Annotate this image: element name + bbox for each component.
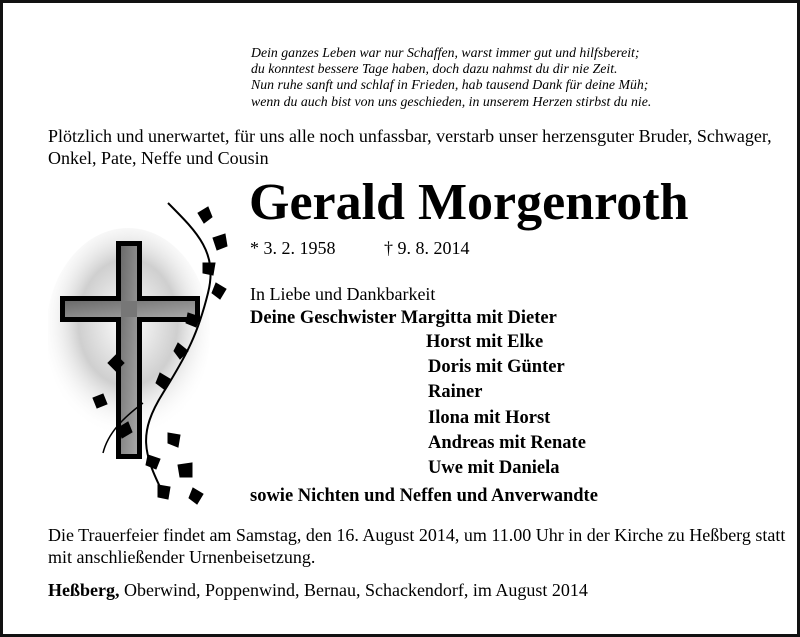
family-lead-line: Deine Geschwister Margitta mit Dieter bbox=[250, 308, 557, 328]
family-member: Horst mit Elke bbox=[426, 332, 544, 352]
family-member: Doris mit Günter bbox=[428, 357, 565, 377]
funeral-service-info: Die Trauerfeier findet am Samstag, den 16. August 2014, um 11.00 Uhr in der Kirche zu Heßberg statt mit anschließender Urnenbeisetzung. bbox=[48, 525, 786, 567]
family-member: Uwe mit Daniela bbox=[428, 458, 560, 478]
place-town: Heßberg, bbox=[48, 580, 120, 600]
birth-date: * 3. 2. 1958 bbox=[250, 238, 336, 258]
death-date: † 9. 8. 2014 bbox=[384, 238, 470, 258]
family-member: Ilona mit Horst bbox=[428, 408, 551, 428]
place-and-date bbox=[48, 579, 588, 601]
poem-line: wenn du auch bist von uns geschieden, in unserem Herzen stirbst du nie. bbox=[251, 93, 652, 109]
poem-line: Dein ganzes Leben war nur Schaffen, warst immer gut und hilfsbereit; bbox=[251, 45, 640, 60]
family-member: Andreas mit Renate bbox=[428, 433, 586, 453]
place-rest: Oberwind, Poppenwind, Bernau, Schackendorf, im August 2014 bbox=[124, 580, 588, 600]
poem-line: du konntest bessere Tage haben, doch dazu nahmst du dir nie Zeit. bbox=[251, 61, 618, 77]
intro-text: Plötzlich und unerwartet, für uns alle noch unfassbar, verstarb unser herzensguter Bruder, Schwager, Onkel, Pate, Neffe und Cousin bbox=[48, 126, 772, 168]
cross-with-ivy-icon bbox=[48, 193, 233, 508]
dedication-line: In Liebe und Dankbarkeit bbox=[250, 284, 436, 304]
poem-line: Nun ruhe sanft und schlaf in Frieden, hab tausend Dank für deine Müh; bbox=[251, 77, 649, 93]
life-dates bbox=[250, 237, 470, 259]
deceased-name: Gerald Morgenroth bbox=[249, 174, 689, 231]
poem bbox=[251, 45, 651, 110]
family-closing-line: sowie Nichten und Neffen und Anverwandte bbox=[250, 486, 598, 506]
family-member: Rainer bbox=[428, 382, 483, 402]
